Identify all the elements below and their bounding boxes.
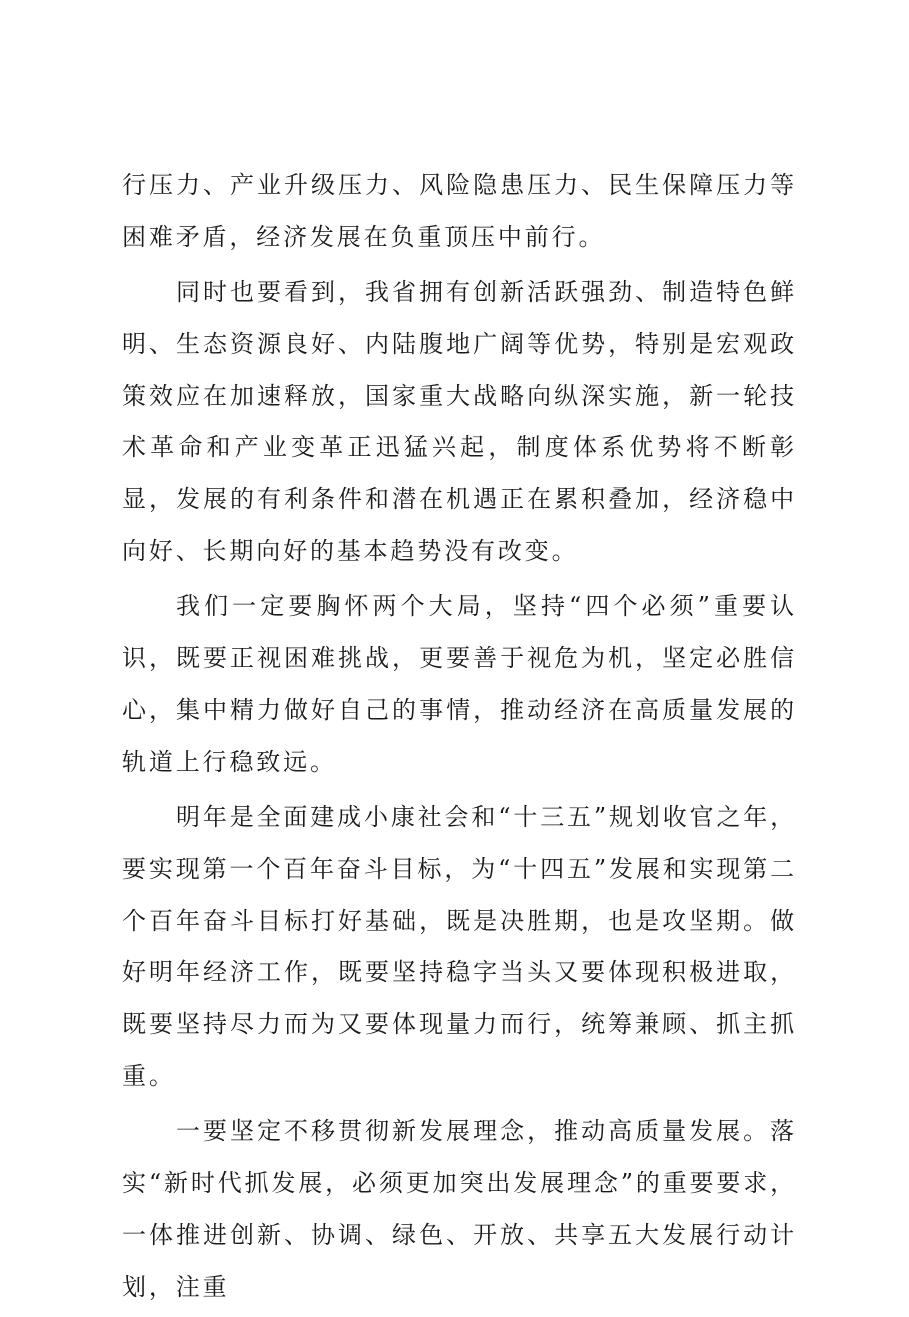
paragraph-continued: 行压力、产业升级压力、风险隐患压力、民生保障压力等困难矛盾，经济发展在负重顶压中前行。 <box>122 171 797 251</box>
paragraph: 明年是全面建成小康社会和“十三五”规划收官之年，要实现第一个百年奋斗目标，为“十四五”发展和实现第二个百年奋斗目标打好基础，既是决胜期，也是攻坚期。做好明年经济工作，既要坚持稳字当头又要体现积极进取，既要坚持尽力而为又要体现量力而行，统筹兼顾、抓主抓重。 <box>122 803 797 1091</box>
document-body <box>122 160 797 1317</box>
paragraph: 一要坚定不移贯彻新发展理念，推动高质量发展。落实“新时代抓发展，必须更加突出发展理念”的重要要求，一体推进创新、协调、绿色、开放、共享五大发展行动计划，注重 <box>122 1117 797 1301</box>
paragraph: 我们一定要胸怀两个大局，坚持“四个必须”重要认识，既要正视困难挑战，更要善于视危为机，坚定必胜信心，集中精力做好自己的事情，推动经济在高质量发展的轨道上行稳致远。 <box>122 592 797 776</box>
paragraph: 同时也要看到，我省拥有创新活跃强劲、制造特色鲜明、生态资源良好、内陆腹地广阔等优势，特别是宏观政策效应在加速释放，国家重大战略向纵深实施，新一轮技术革命和产业变革正迅猛兴起，制度体系优势将不断彰显，发展的有利条件和潜在机遇正在累积叠加，经济稳中向好、长期向好的基本趋势没有改变。 <box>122 278 797 566</box>
